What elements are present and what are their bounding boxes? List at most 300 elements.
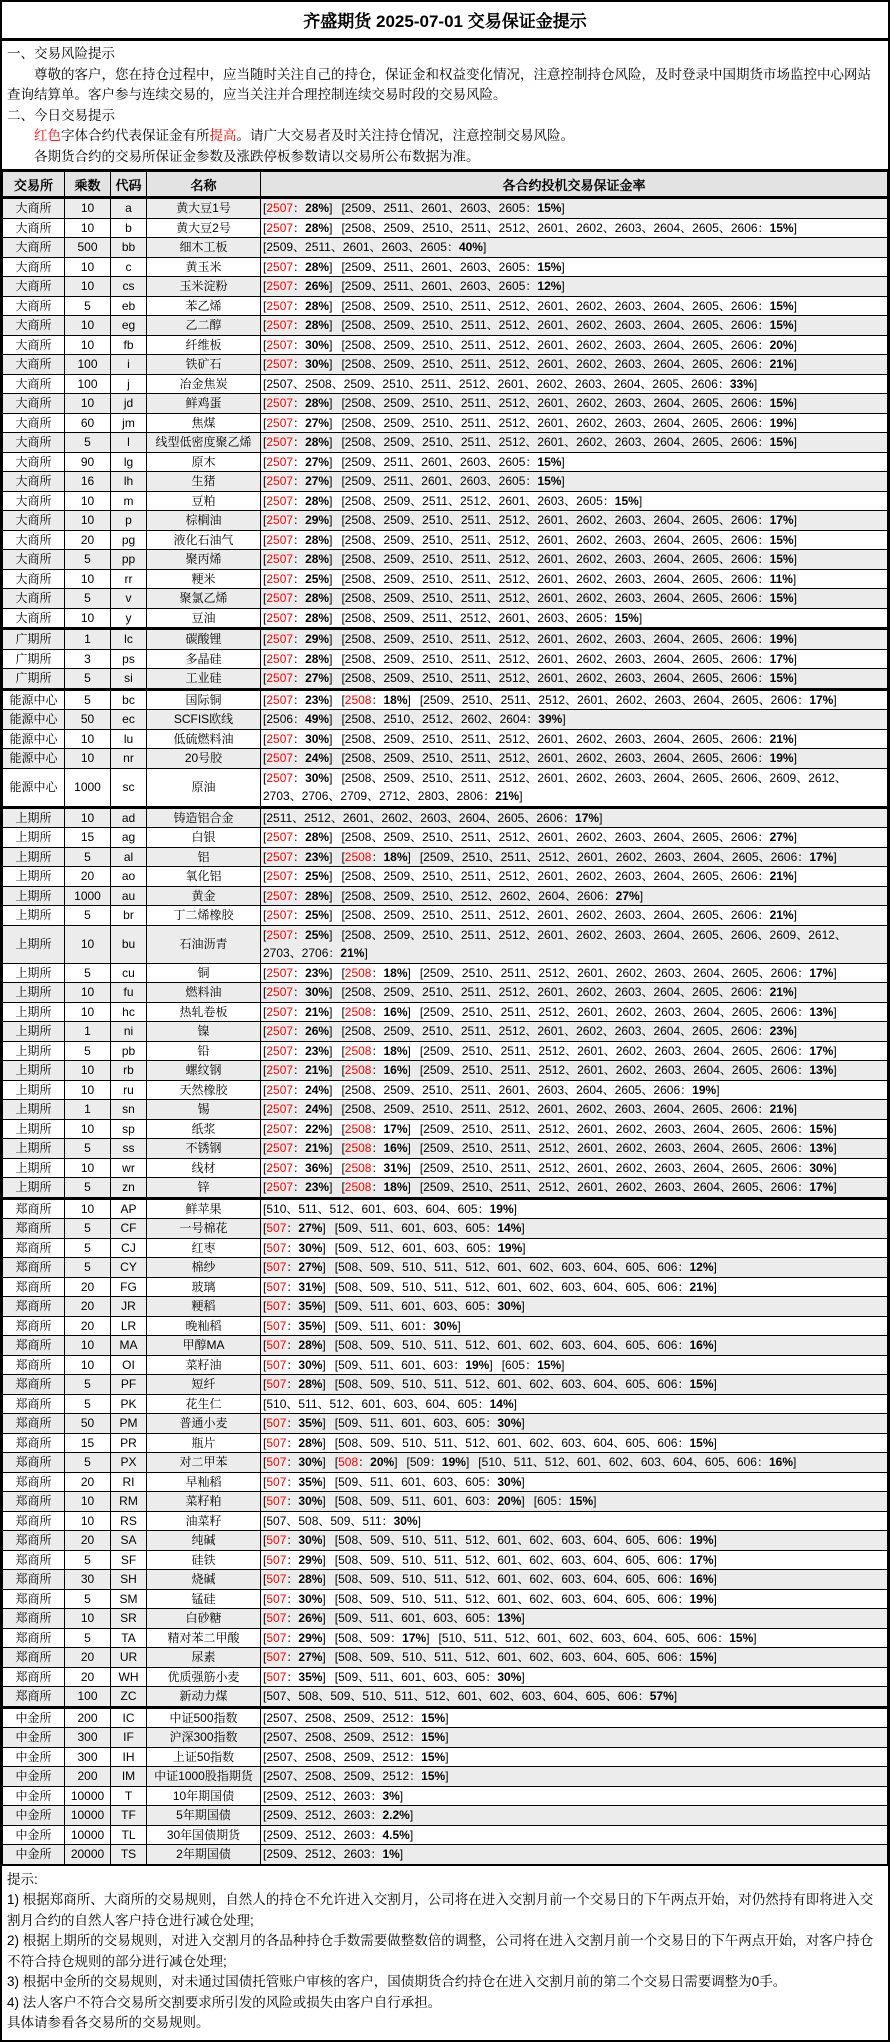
contract-months-raised: 2508 — [344, 1043, 372, 1058]
rate-group: [507：35%] — [263, 1474, 326, 1489]
cell-name: 工业硅 — [147, 669, 261, 690]
margin-rate-value: 28% — [305, 552, 330, 566]
rate-group: [508、509：17%] — [334, 1630, 430, 1645]
rate-group: [2508、2509、2510、2511、2512、2601、2602、2603、2604、2605、2606：19%] — [341, 632, 797, 646]
margin-rate-value: 33% — [729, 376, 754, 391]
table-row — [3, 1492, 888, 1512]
rate-group: [507：31%] — [263, 1279, 326, 1294]
rate-group: [2507：21%] — [263, 1141, 333, 1155]
cell-margin-rates — [261, 669, 888, 690]
cell-code: CJ — [111, 1238, 147, 1258]
rate-group: [507：27%] — [263, 1650, 326, 1664]
contract-months: 509、511、601、603、605 — [338, 1669, 486, 1684]
cell-margin-rates — [261, 550, 888, 570]
cell-code: SR — [111, 1609, 147, 1629]
rate-group: [507：27%] — [263, 1221, 326, 1235]
rate-group: [2507：29%] — [263, 632, 333, 646]
cell-exchange: 郑商所 — [3, 1453, 65, 1473]
contract-months-raised: 2508 — [344, 1063, 372, 1077]
cell-exchange: 大商所 — [3, 296, 65, 316]
cell-code: pg — [111, 530, 147, 550]
tip-text: 。请广大交易者及时关注持仓情况，注意控制交易风险。 — [236, 128, 574, 143]
margin-rate-value: 26% — [305, 279, 330, 293]
contract-months: 2507、2508、2509、2512 — [266, 1769, 410, 1783]
contract-months-raised: 2507 — [266, 337, 294, 352]
cell-multiplier: 10 — [65, 1158, 111, 1178]
cell-exchange: 大商所 — [3, 511, 65, 531]
cell-exchange: 中金所 — [3, 1786, 65, 1806]
contract-months-raised: 2507 — [266, 415, 294, 430]
margin-rate-value: 15% — [421, 1710, 446, 1725]
contract-months-raised: 2507 — [266, 396, 294, 410]
cell-margin-rates — [261, 355, 888, 375]
cell-multiplier: 5 — [65, 1589, 111, 1609]
cell-multiplier: 10 — [65, 1511, 111, 1531]
rate-group: [2507：28%] — [263, 552, 333, 566]
contract-months: 2507、2508、2509、2510、2511、2512、2601、2602、2603、2604、2605、2606 — [266, 376, 718, 391]
table-row — [3, 491, 888, 511]
cell-name: 优质强筋小麦 — [147, 1667, 261, 1687]
cell-code: RM — [111, 1492, 147, 1512]
rate-group: [2508、2509、2510、2511、2512、2601、2602、2603、2604、2605、2606：19%] — [341, 751, 797, 765]
col-header-name: 名称 — [147, 171, 261, 198]
cell-margin-rates — [261, 277, 888, 297]
cell-code: CY — [111, 1258, 147, 1278]
cell-margin-rates — [261, 1707, 888, 1728]
contract-months: 2508、2509、2510、2511、2512、2601、2602、2603、2604、2605、2606 — [344, 318, 758, 332]
cell-multiplier: 60 — [65, 413, 111, 433]
rate-group: [509、511、601、603、605：30%] — [334, 1669, 525, 1684]
title-bar — [2, 2, 888, 41]
cell-margin-rates — [261, 649, 888, 669]
cell-multiplier: 1000 — [65, 886, 111, 906]
cell-exchange: 能源中心 — [3, 729, 65, 749]
cell-code: PF — [111, 1375, 147, 1395]
rate-group: [2507：23%] — [263, 1043, 333, 1058]
cell-name: 锰硅 — [147, 1589, 261, 1609]
cell-name: 铅 — [147, 1041, 261, 1061]
rate-group: [2509、2511、2601、2603、2605：15%] — [341, 474, 565, 488]
cell-exchange: 上期所 — [3, 1178, 65, 1199]
contract-months: 2511、2512、2601、2602、2603、2604、2605、2606 — [266, 810, 564, 825]
rate-group: [605：15%] — [533, 1494, 597, 1508]
cell-margin-rates — [261, 1219, 888, 1239]
margin-rate-value: 19% — [692, 1082, 717, 1097]
contract-months-raised: 2507 — [266, 279, 294, 293]
cell-name: 镍 — [147, 1022, 261, 1042]
cell-exchange: 大商所 — [3, 550, 65, 570]
rate-group: [2507：21%] — [263, 1004, 333, 1019]
col-header-exchange: 交易所 — [3, 171, 65, 198]
cell-code: IF — [111, 1728, 147, 1748]
margin-rate-value: 15% — [769, 435, 794, 449]
table-row — [3, 1825, 888, 1845]
cell-name: 对二甲苯 — [147, 1453, 261, 1473]
contract-months: 507、508、509、510、511、512、601、602、603、604、605、606 — [266, 1689, 638, 1703]
margin-rate-value: 15% — [769, 591, 794, 605]
margin-rate-value: 19% — [441, 1455, 466, 1469]
cell-name: 尿素 — [147, 1648, 261, 1668]
contract-months: 2506 — [266, 712, 294, 726]
contract-months: 508、509、510、511、512、601、602、603、604、605、606 — [338, 1279, 678, 1294]
cell-name: 鲜鸡蛋 — [147, 394, 261, 414]
cell-code: CF — [111, 1219, 147, 1239]
cell-multiplier: 10 — [65, 807, 111, 828]
contract-months-raised: 2507 — [266, 1102, 294, 1116]
table-row — [3, 925, 888, 963]
rate-group: [507：30%] — [263, 1240, 326, 1255]
contract-months: 2509、2510、2511、2512、2601、2602、2603、2604、2605、2606 — [423, 965, 798, 980]
cell-margin-rates — [261, 807, 888, 828]
cell-margin-rates — [261, 1022, 888, 1042]
rate-group: [508、509、510、511、512、601、602、603、604、605、606：12%] — [334, 1260, 717, 1274]
margin-rate-value: 17% — [383, 1121, 408, 1136]
contract-months-raised: 507 — [266, 1318, 287, 1333]
cell-name: 菜籽油 — [147, 1355, 261, 1375]
cell-multiplier: 300 — [65, 1728, 111, 1748]
contract-months: 509、511、601、603、605 — [338, 1611, 486, 1625]
rate-group: [2508、2509、2510、2511、2601、2603、2604、2605、2606：19%] — [341, 1082, 720, 1097]
cell-name: 中证500指数 — [147, 1707, 261, 1728]
table-row — [3, 1355, 888, 1375]
table-row — [3, 277, 888, 297]
contract-months: 509、512、601、603、605 — [338, 1240, 487, 1255]
contract-months: 2509、2510、2511、2512、2601、2602、2603、2604、2605、2606 — [423, 692, 798, 707]
margin-rate-value: 30% — [305, 357, 330, 371]
contract-months: 509、511、601、603、605 — [338, 1221, 486, 1235]
cell-name: 生猪 — [147, 472, 261, 492]
contract-months-raised: 2508 — [344, 849, 372, 864]
cell-name: 苯乙烯 — [147, 296, 261, 316]
rate-group: [2507：28%] — [263, 651, 333, 666]
cell-exchange: 上期所 — [3, 1022, 65, 1042]
cell-code: b — [111, 218, 147, 238]
cell-margin-rates — [261, 491, 888, 511]
table-row — [3, 1767, 888, 1787]
cell-exchange: 郑商所 — [3, 1550, 65, 1570]
rate-group: [509、512、601、603、605：19%] — [334, 1240, 526, 1255]
rate-group: [2507：23%] — [263, 692, 333, 707]
cell-name: 细木工板 — [147, 238, 261, 258]
contract-months-raised: 2507 — [266, 493, 294, 508]
cell-exchange: 大商所 — [3, 530, 65, 550]
margin-rate-value: 21% — [769, 1102, 794, 1116]
cell-code: ao — [111, 867, 147, 887]
cell-multiplier: 100 — [65, 374, 111, 394]
cell-multiplier: 20000 — [65, 1845, 111, 1865]
cell-margin-rates — [261, 413, 888, 433]
rate-group: [2507：30%] — [263, 985, 333, 999]
cell-name: 10年期国债 — [147, 1786, 261, 1806]
rate-group: [2508、2509、2510、2511、2512、2601、2602、2603、2604、2605、2606：27%] — [341, 830, 797, 844]
contract-months: 508、509、510、511、512、601、602、603、604、605、606 — [338, 1377, 678, 1391]
contract-months-raised: 2507 — [266, 751, 294, 765]
cell-margin-rates — [261, 1531, 888, 1551]
cell-name: 早籼稻 — [147, 1472, 261, 1492]
cell-name: 低硫燃料油 — [147, 729, 261, 749]
rate-group: [2507、2508、2509、2510、2511、2512、2601、2602、2603、2604、2605、2606：33%] — [263, 376, 758, 391]
cell-name: 精对苯二甲酸 — [147, 1628, 261, 1648]
table-row — [3, 749, 888, 769]
margin-rate-value: 28% — [305, 435, 330, 449]
rate-group: [2509、2510、2511、2512、2601、2602、2603、2604、2605、2606：17%] — [419, 1043, 837, 1058]
cell-name: 白银 — [147, 828, 261, 848]
cell-code: ps — [111, 649, 147, 669]
cell-exchange: 上期所 — [3, 1119, 65, 1139]
contract-months-raised: 507 — [266, 1435, 287, 1450]
margin-rate-value: 27% — [298, 1260, 323, 1274]
cell-multiplier: 10 — [65, 1198, 111, 1219]
margin-rate-value: 24% — [305, 751, 330, 765]
cell-multiplier: 10000 — [65, 1825, 111, 1845]
contract-months: 2509、2510、2511、2512、2601、2602、2603、2604、2605、2606 — [423, 1004, 798, 1019]
table-row — [3, 1472, 888, 1492]
rate-group: [508、509、510、511、512、601、602、603、604、605、606：17%] — [334, 1552, 717, 1567]
cell-multiplier: 10 — [65, 925, 111, 963]
cell-code: cu — [111, 963, 147, 983]
rate-group: [2509、2512、2603：3%] — [263, 1788, 404, 1803]
margin-rate-value: 15% — [689, 1435, 714, 1450]
section2-tip-line — [7, 126, 883, 147]
section1-heading: 一、交易风险提示 — [7, 46, 115, 61]
cell-margin-rates — [261, 983, 888, 1003]
cell-exchange: 郑商所 — [3, 1648, 65, 1668]
notes-section — [2, 1865, 888, 2040]
cell-multiplier: 100 — [65, 355, 111, 375]
contract-months-raised: 2507 — [266, 1024, 294, 1038]
cell-code: PR — [111, 1433, 147, 1453]
cell-multiplier: 1 — [65, 1022, 111, 1042]
tip-text: 字体合约代表保证金有所 — [61, 128, 210, 143]
cell-code: i — [111, 355, 147, 375]
cell-name: 冶金焦炭 — [147, 374, 261, 394]
contract-months: 2507、2508、2509、2512 — [266, 1730, 410, 1744]
cell-margin-rates — [261, 530, 888, 550]
margin-rate-value: 21% — [305, 1063, 330, 1077]
cell-multiplier: 200 — [65, 1707, 111, 1728]
cell-margin-rates — [261, 1492, 888, 1512]
table-row — [3, 1845, 888, 1865]
contract-months-raised: 2508 — [344, 1121, 372, 1136]
margin-rate-value: 35% — [298, 1318, 323, 1333]
cell-multiplier: 30 — [65, 1570, 111, 1590]
contract-months: 2508、2509、2510、2511、2512、2601、2602、2603、2604、2605、2606 — [344, 552, 758, 566]
cell-multiplier: 15 — [65, 828, 111, 848]
rate-group: [2509、2510、2511、2512、2601、2602、2603、2604、2605、2606：17%] — [419, 692, 837, 707]
table-row — [3, 257, 888, 277]
cell-exchange: 郑商所 — [3, 1258, 65, 1278]
cell-exchange: 郑商所 — [3, 1219, 65, 1239]
rate-group: [509、511、601、603、605：14%] — [334, 1221, 525, 1235]
margin-rate-value: 35% — [298, 1669, 323, 1684]
margin-rate-value: 19% — [769, 632, 794, 646]
contract-months-raised: 2507 — [266, 454, 294, 469]
cell-exchange: 大商所 — [3, 238, 65, 258]
margin-rate-value: 27% — [298, 1650, 323, 1664]
cell-exchange: 中金所 — [3, 1806, 65, 1826]
cell-exchange: 郑商所 — [3, 1433, 65, 1453]
margin-rate-value: 23% — [305, 1180, 330, 1194]
table-row — [3, 433, 888, 453]
cell-margin-rates — [261, 452, 888, 472]
table-row — [3, 1119, 888, 1139]
cell-code: j — [111, 374, 147, 394]
cell-margin-rates — [261, 1158, 888, 1178]
margin-rate-value: 28% — [305, 830, 330, 844]
cell-multiplier: 10 — [65, 608, 111, 629]
cell-code: FG — [111, 1277, 147, 1297]
margin-rate-value: 12% — [689, 1260, 714, 1274]
margin-rate-value: 15% — [769, 532, 794, 547]
cell-code: au — [111, 886, 147, 906]
cell-code: PK — [111, 1394, 147, 1414]
cell-name: 5年期国债 — [147, 1806, 261, 1826]
rate-group: [2509、2512、2603：1%] — [263, 1847, 404, 1861]
cell-exchange: 上期所 — [3, 1002, 65, 1022]
cell-exchange: 大商所 — [3, 355, 65, 375]
rate-group: [2507：28%] — [263, 396, 333, 410]
rate-group: [2509、2511、2601、2603、2605：15%] — [341, 201, 565, 215]
cell-code: al — [111, 847, 147, 867]
cell-margin-rates — [261, 749, 888, 769]
cell-multiplier: 5 — [65, 433, 111, 453]
contract-months-raised: 2507 — [266, 357, 294, 371]
cell-multiplier: 5 — [65, 1219, 111, 1239]
rate-group: [507：30%] — [263, 1533, 326, 1547]
tip-highlight-text: 红色 — [34, 128, 61, 143]
table-row — [3, 1609, 888, 1629]
margin-rate-value: 15% — [769, 318, 794, 332]
contract-months-raised: 507 — [266, 1377, 287, 1391]
cell-margin-rates — [261, 1080, 888, 1100]
cell-code: v — [111, 589, 147, 609]
rate-group: [2507、2508、2509、2512：15%] — [263, 1769, 449, 1783]
cell-multiplier: 5 — [65, 1453, 111, 1473]
cell-margin-rates — [261, 1198, 888, 1219]
cell-exchange: 郑商所 — [3, 1667, 65, 1687]
contract-months-raised: 2507 — [266, 1063, 294, 1077]
margin-rate-value: 23% — [769, 1024, 794, 1038]
contract-months-raised: 2507 — [266, 1121, 294, 1136]
contract-months: 2508、2509、2510、2511、2512、2601、2602、2603、2604、2605、2606 — [344, 869, 758, 883]
cell-name: 硅铁 — [147, 1550, 261, 1570]
margin-rate-value: 28% — [305, 396, 330, 410]
margin-rate-value: 13% — [809, 1063, 834, 1077]
rate-group: [2507：27%] — [263, 671, 333, 685]
contract-months: 2509、2510、2511、2512、2601、2602、2603、2604、2605、2606 — [423, 1043, 798, 1058]
cell-margin-rates — [261, 925, 888, 963]
cell-name: 螺纹钢 — [147, 1061, 261, 1081]
rate-group: [2509、2510、2511、2512、2601、2602、2603、2604、2605、2606：15%] — [419, 1121, 837, 1136]
margin-rate-value: 17% — [809, 965, 834, 980]
margin-rate-value: 18% — [383, 1043, 408, 1058]
cell-code: TA — [111, 1628, 147, 1648]
contract-months-raised: 2507 — [266, 1141, 294, 1155]
rate-group: [2508、2509、2510、2511、2512、2601、2602、2603、2604、2605、2606：15%] — [341, 318, 797, 332]
margin-rate-value: 29% — [298, 1630, 323, 1645]
margin-rate-value: 17% — [809, 692, 834, 707]
cell-name: 铸造铝合金 — [147, 807, 261, 828]
cell-margin-rates — [261, 394, 888, 414]
table-row — [3, 1414, 888, 1434]
rate-group: [508、509、510、511、512、601、602、603、604、605、606：15%] — [334, 1435, 717, 1450]
rate-group: [507：28%] — [263, 1377, 326, 1391]
rate-group: [2507：28%] — [263, 493, 333, 508]
table-row — [3, 1667, 888, 1687]
margin-rate-value: 28% — [298, 1435, 323, 1450]
rate-group: [2508、2509、2510、2511、2512、2601、2602、2603、2604、2605、2606：23%] — [341, 1024, 797, 1038]
cell-exchange: 大商所 — [3, 374, 65, 394]
cell-multiplier: 10 — [65, 1119, 111, 1139]
cell-margin-rates — [261, 257, 888, 277]
contract-months-raised: 507 — [266, 1357, 287, 1372]
table-row — [3, 335, 888, 355]
cell-name: 2年期国债 — [147, 1845, 261, 1865]
cell-multiplier: 20 — [65, 1316, 111, 1336]
cell-name: 纤维板 — [147, 335, 261, 355]
margin-rate-value: 30% — [497, 1299, 522, 1313]
rate-group: [509：19%] — [406, 1455, 470, 1469]
cell-margin-rates — [261, 296, 888, 316]
cell-code: PM — [111, 1414, 147, 1434]
cell-name: 原油 — [147, 768, 261, 807]
contract-months-raised: 507 — [266, 1299, 287, 1313]
table-row — [3, 1531, 888, 1551]
cell-code: IH — [111, 1747, 147, 1767]
rate-group: [2507、2508、2509、2512：15%] — [263, 1749, 449, 1764]
cell-exchange: 上期所 — [3, 925, 65, 963]
cell-code: si — [111, 669, 147, 690]
cell-code: OI — [111, 1355, 147, 1375]
contract-months-raised: 507 — [266, 1221, 287, 1235]
rate-group: [507：35%] — [263, 1669, 326, 1684]
cell-multiplier: 5 — [65, 1628, 111, 1648]
rate-group: [507、508、509、511：30%] — [263, 1513, 421, 1528]
rate-group: [508、509、510、511、512、601、602、603、604、605、606：19%] — [334, 1533, 717, 1547]
cell-name: 热轧卷板 — [147, 1002, 261, 1022]
rate-group: [507：28%] — [263, 1338, 326, 1352]
contract-months: 2509、2512、2603 — [266, 1808, 371, 1822]
cell-name: 碳酸锂 — [147, 629, 261, 650]
contract-months-raised: 507 — [266, 1650, 287, 1664]
table-row — [3, 1022, 888, 1042]
margin-rate-value: 15% — [769, 396, 794, 410]
cell-multiplier: 10 — [65, 1061, 111, 1081]
rate-group: [2507：27%] — [263, 415, 333, 430]
contract-months-raised: 507 — [266, 1494, 287, 1508]
cell-margin-rates — [261, 511, 888, 531]
cell-multiplier: 10000 — [65, 1806, 111, 1826]
contract-months: 2509、2510、2511、2512、2601、2602、2603、2604、2605、2606 — [423, 1180, 798, 1194]
contract-months: 2508、2509、2510、2511、2512、2601、2602、2603、2604、2605、2606 — [344, 532, 758, 547]
rate-group: [2507：23%] — [263, 849, 333, 864]
contract-months-raised: 2508 — [344, 1160, 372, 1175]
table-row — [3, 886, 888, 906]
margin-rate-value: 28% — [298, 1572, 323, 1586]
margin-rate-value: 13% — [809, 1141, 834, 1155]
cell-exchange: 郑商所 — [3, 1355, 65, 1375]
cell-exchange: 上期所 — [3, 1158, 65, 1178]
rate-group: [2507：27%] — [263, 474, 333, 488]
margin-rate-value: 35% — [298, 1299, 323, 1313]
contract-months-raised: 2507 — [266, 888, 294, 903]
cell-name: 白砂糖 — [147, 1609, 261, 1629]
cell-multiplier: 1 — [65, 629, 111, 650]
cell-exchange: 大商所 — [3, 491, 65, 511]
margin-rate-value: 40% — [458, 240, 483, 254]
cell-margin-rates — [261, 1453, 888, 1473]
table-row — [3, 847, 888, 867]
